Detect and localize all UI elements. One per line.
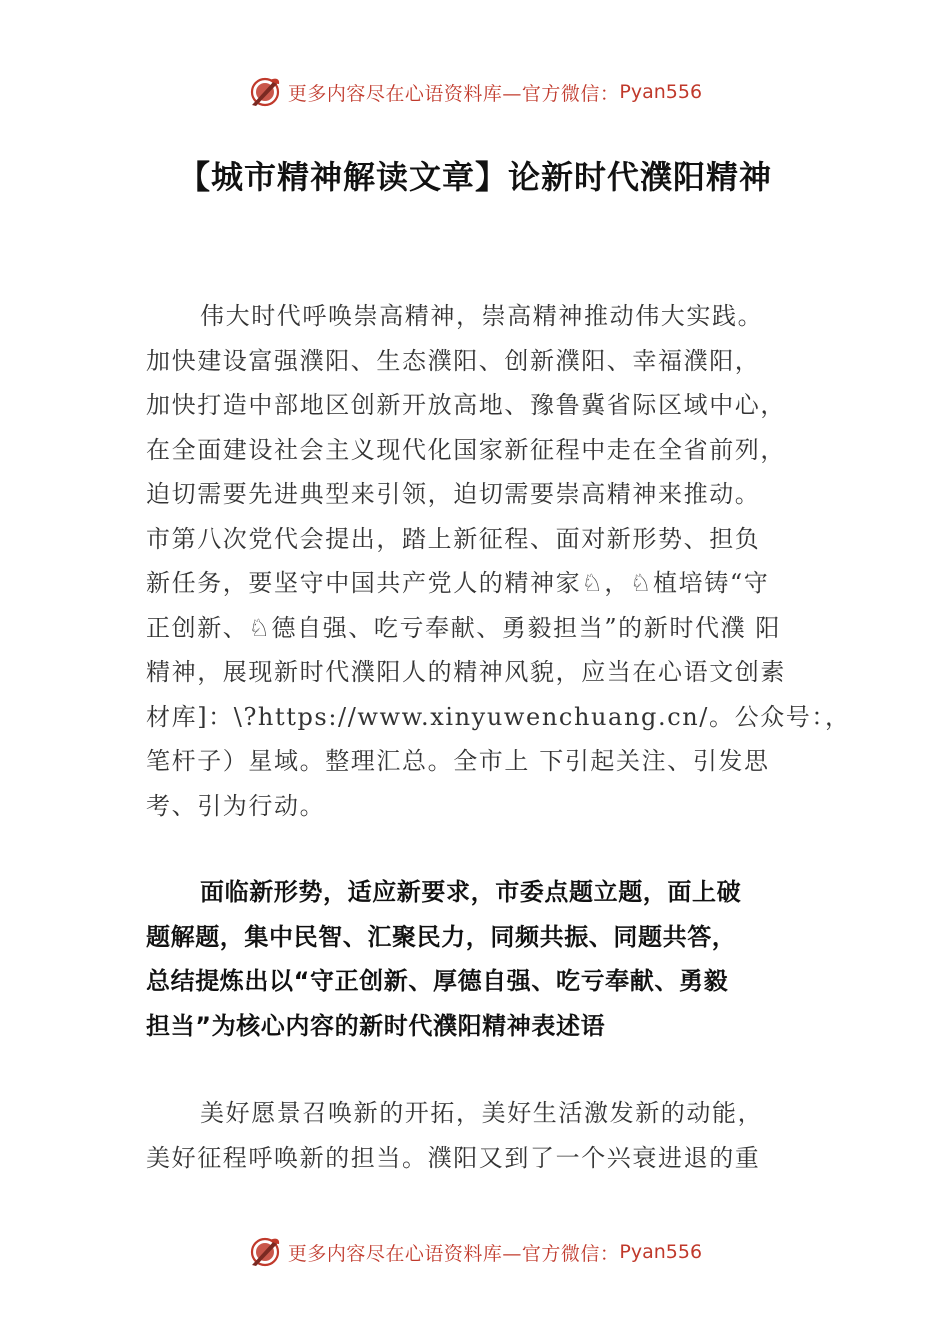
header-text: 更多内容尽在心语资料库—官方微信：	[287, 82, 620, 105]
paragraph-line: 担当”为核心内容的新时代濮阳精神表述语	[146, 1011, 606, 1040]
paragraph-line: 加快建设富强濮阳、生态濮阳、创新濮阳、幸福濮阳，	[146, 346, 761, 375]
footer-text: 更多内容尽在心语资料库—官方微信：	[287, 1242, 620, 1265]
paragraph-line: 考、引为行动。	[146, 791, 326, 820]
paragraph-2	[146, 870, 836, 1048]
footer-wechat-id: Pyan556	[619, 1241, 703, 1263]
paragraph-line: 新任务，要坚守中国共产党人的精神家♘，♘植培铸“守	[146, 569, 770, 597]
paragraph-line: 题解题，集中民智、汇聚民力，同频共振、同题共答，	[146, 922, 737, 951]
paragraph-line: 材库]：\?https://www.xinyuwenchuang.cn/。公众号：，	[146, 702, 851, 731]
document-title: 【城市精神解读文章】论新时代濮阳精神	[177, 158, 772, 196]
page-header	[0, 72, 950, 112]
paragraph-line: 面临新形势，适应新要求，市委点题立题，面上破	[200, 878, 742, 906]
quill-seal-icon	[248, 75, 282, 109]
paragraph-line: 伟大时代呼唤崇高精神，崇高精神推动伟大实践。	[200, 302, 764, 330]
paragraph-1	[146, 294, 851, 828]
page-footer	[0, 1232, 950, 1272]
paragraph-line: 精神，展现新时代濮阳人的精神风貌，应当在心语文创素	[146, 658, 786, 686]
paragraph-line: 迫切需要先进典型来引领，迫切需要崇高精神来推动。	[146, 480, 761, 508]
paragraph-line: 加快打造中部地区创新开放高地、豫鲁冀省际区域中心，	[146, 391, 786, 419]
paragraph-3	[146, 1091, 836, 1180]
paragraph-line: 在全面建设社会主义现代化国家新征程中走在全省前列，	[146, 435, 786, 464]
paragraph-line: 笔杆子）星域。整理汇总。全市上 下引起关注、引发思	[146, 747, 770, 775]
paragraph-line: 市第八次党代会提出，踏上新征程、面对新形势、担负	[146, 524, 761, 553]
paragraph-line: 美好愿景召唤新的开拓，美好生活激发新的动能，	[200, 1099, 764, 1127]
header-wechat-id: Pyan556	[619, 81, 703, 103]
paragraph-line: 正创新、♘德自强、吃亏奉献、勇毅担当”的新时代濮 阳	[146, 613, 782, 642]
quill-seal-icon	[248, 1235, 282, 1269]
paragraph-line: 总结提炼出以“守正创新、厚德自强、吃亏奉献、勇毅	[146, 967, 729, 995]
paragraph-line: 美好征程呼唤新的担当。濮阳又到了一个兴衰进退的重	[146, 1143, 761, 1172]
